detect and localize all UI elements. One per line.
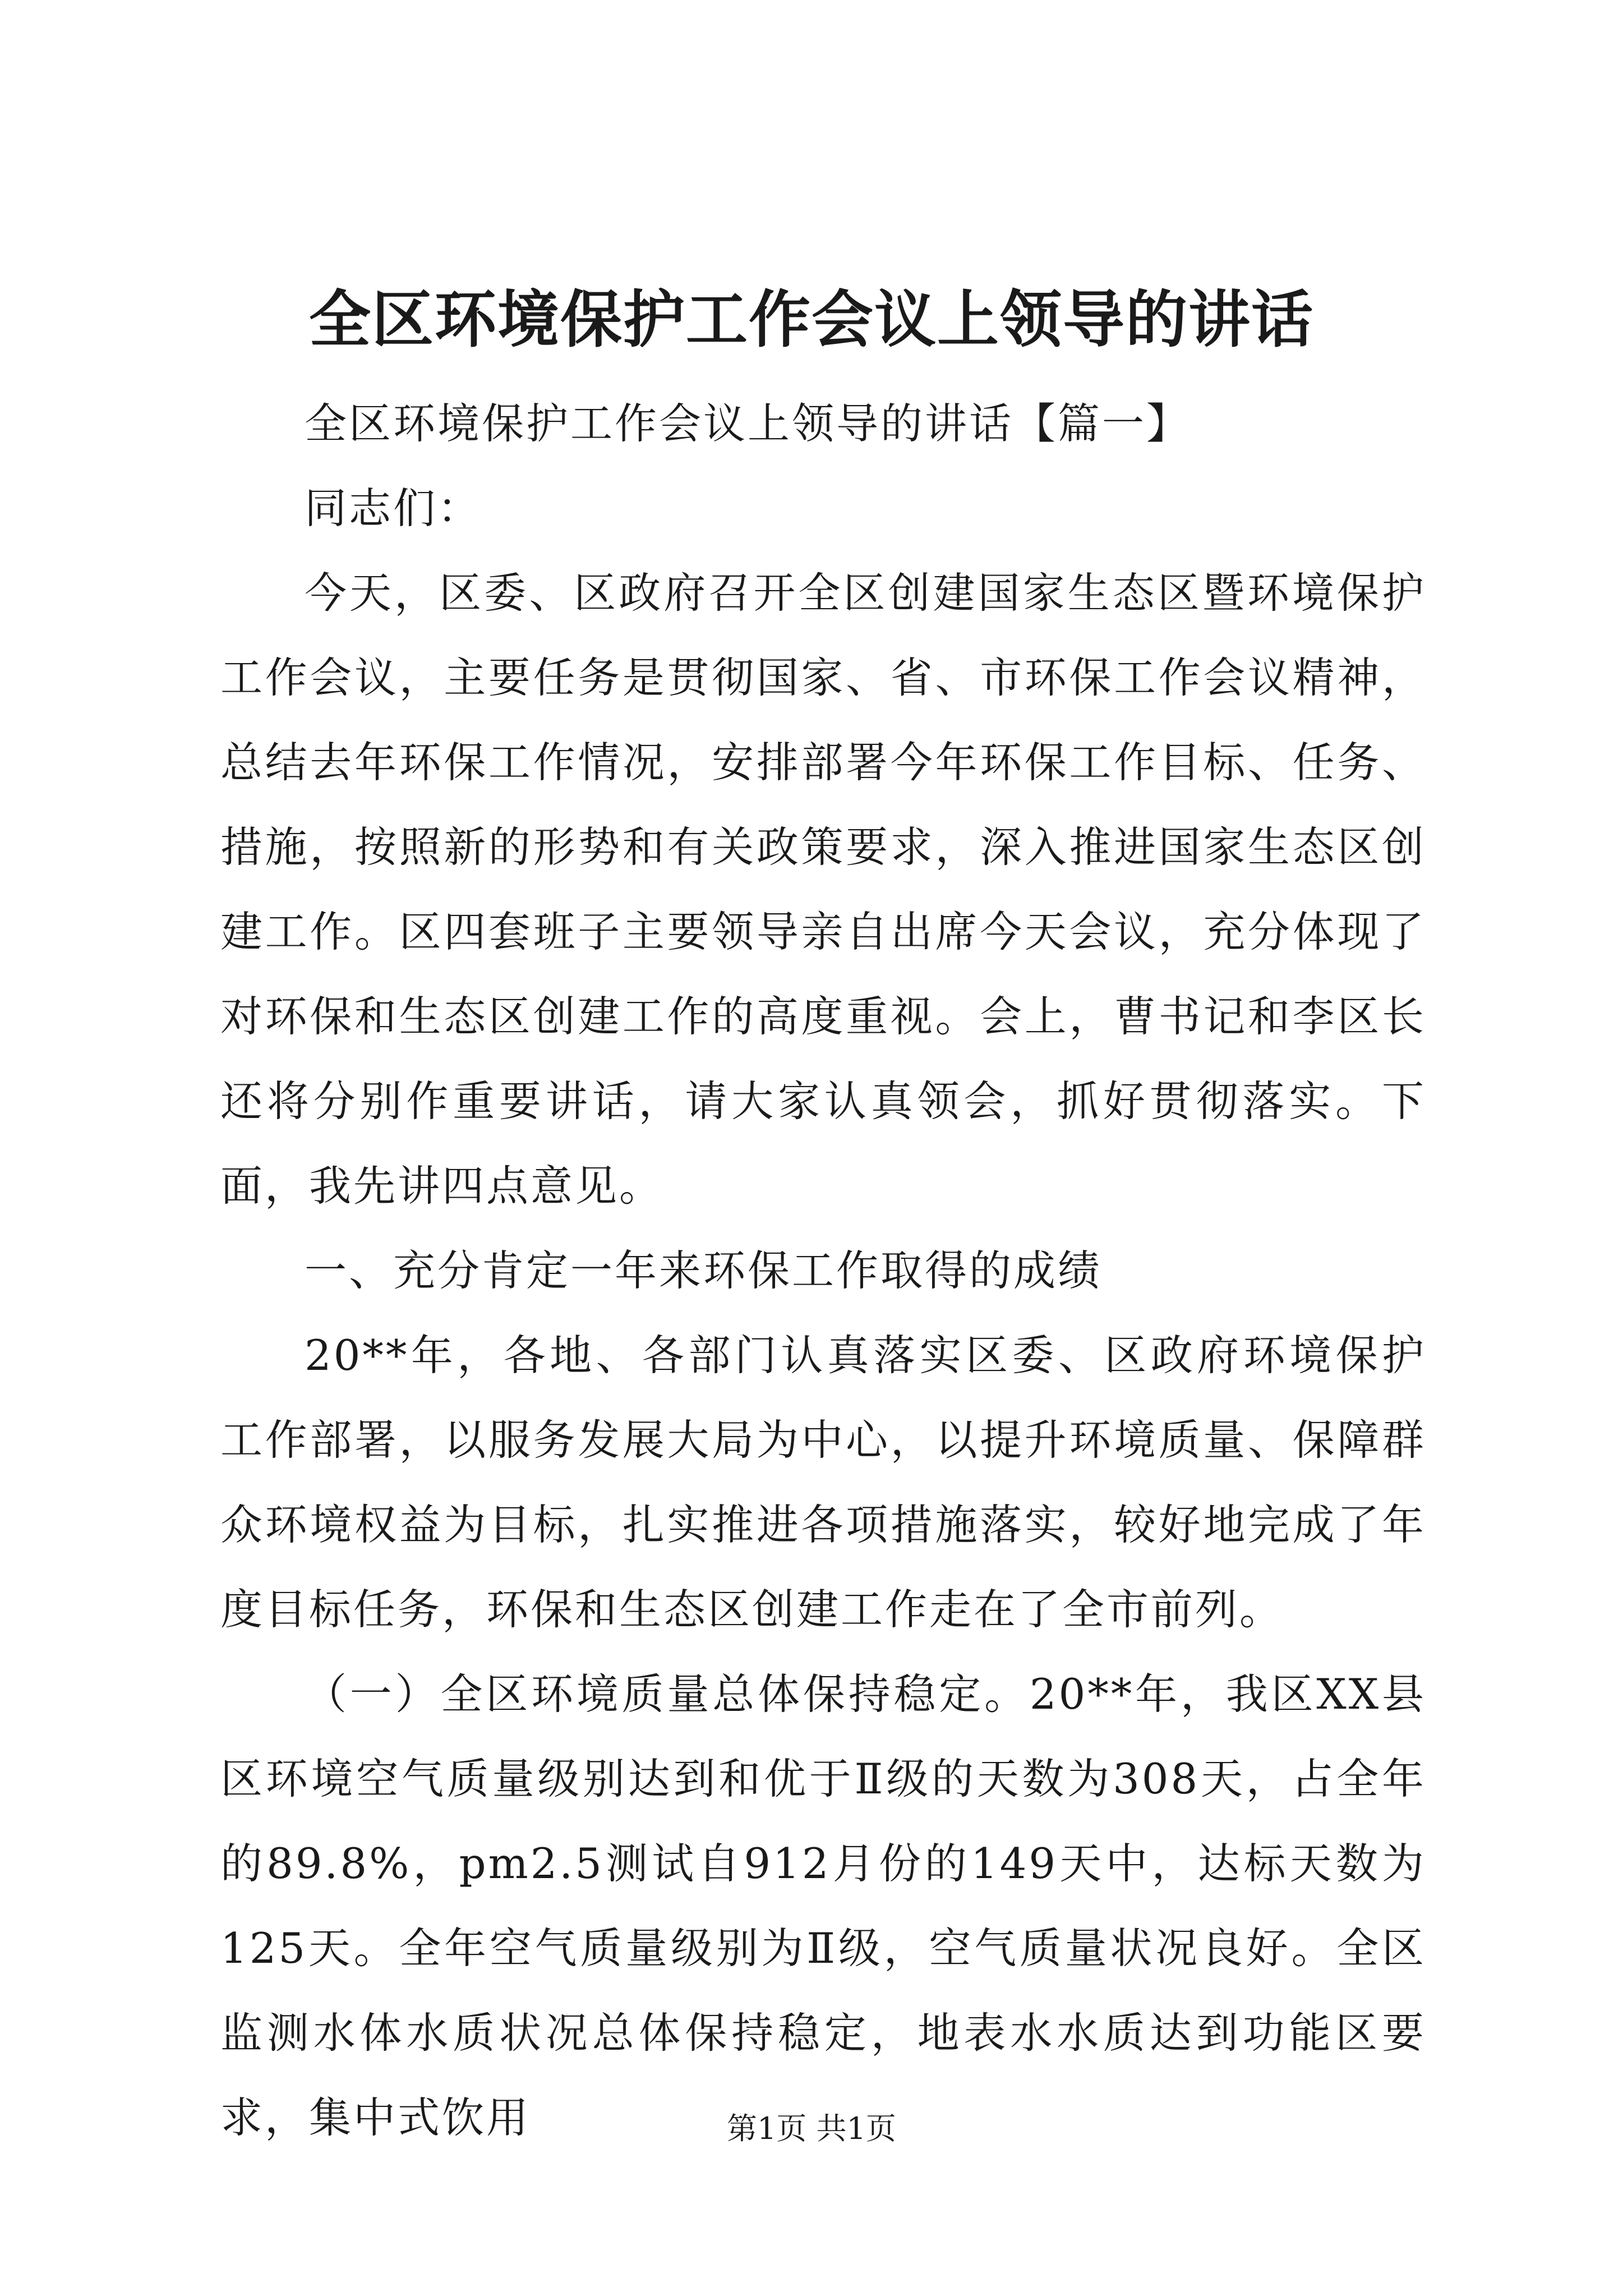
document-body	[220, 381, 1426, 2160]
paragraph-environment-quality: （一）全区环境质量总体保持稳定。20**年，我区XX县区环境空气质量级别达到和优于Ⅱ级的天数为308天，占全年的89.8%，pm2.5测试自912月份的149天中，达标天数为125天。全年空气质量级别为Ⅱ级，空气质量状况良好。全区监测水体水质状况总体保持稳定，地表水水质达到功能区要求，集中式饮用	[220, 1669, 1426, 2142]
section-heading: 一、充分肯定一年来环保工作取得的成绩	[305, 1246, 1103, 1295]
document-subtitle: 全区环境保护工作会议上领导的讲话【篇一】	[305, 399, 1191, 448]
salutation: 同志们：	[305, 484, 482, 533]
paragraph-intro: 今天，区委、区政府召开全区创建国家生态区暨环境保护工作会议，主要任务是贯彻国家、省、市环保工作会议精神，总结去年环保工作情况，安排部署今年环保工作目标、任务、措施，按照新的形势和有关政策要求，深入推进国家生态区创建工作。区四套班子主要领导亲自出席今天会议，充分体现了对环保和生态区创建工作的高度重视。会上，曹书记和李区长还将分别作重要讲话，请大家认真领会，抓好贯彻落实。下面，我先讲四点意见。	[220, 568, 1426, 1211]
page-footer: 第1页 共1页	[727, 2111, 896, 2146]
paragraph-achievements: 20**年，各地、各部门认真落实区委、区政府环境保护工作部署，以服务发展大局为中心，以提升环境质量、保障群众环境权益为目标，扎实推进各项措施落实，较好地完成了年度目标任务，环保和生态区创建工作走在了全市前列。	[220, 1331, 1426, 1634]
document-title: 全区环境保护工作会议上领导的讲话	[309, 283, 1314, 356]
